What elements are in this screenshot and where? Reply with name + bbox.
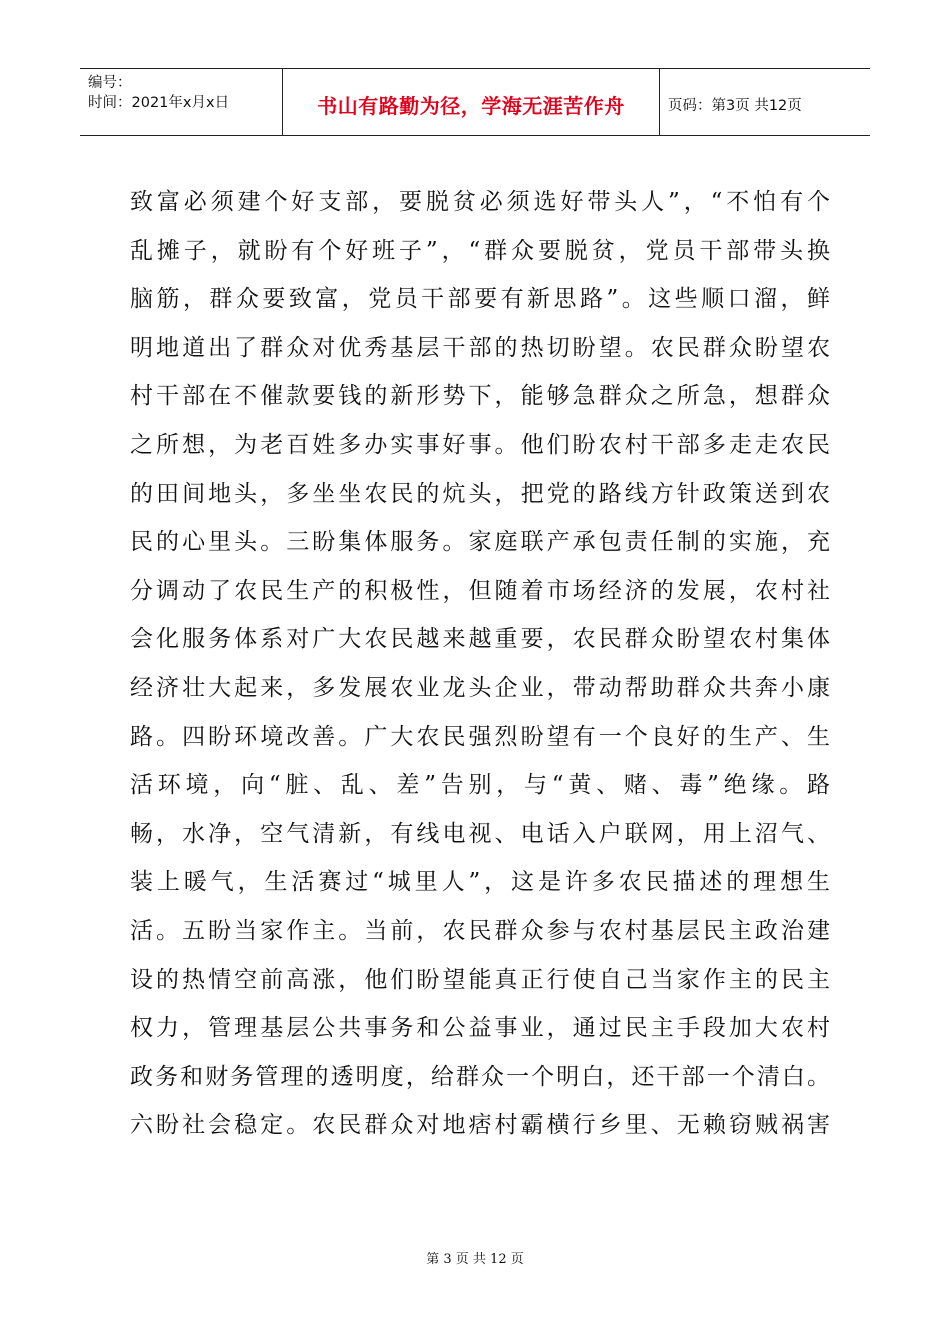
- body-line: 活环境，向“脏、乱、差”告别，与“黄、赌、毒”绝缘。路: [130, 772, 830, 799]
- body-line: 脑筋，群众要致富，党员干部要有新思路”。这些顺口溜，鲜: [130, 286, 830, 313]
- header-meta-cell: [80, 69, 283, 135]
- body-line: 经济壮大起来，多发展农业龙头企业，带动帮助群众共奔小康: [130, 674, 830, 701]
- body-line: 活。五盼当家作主。当前，农民群众参与农村基层民主政治建: [130, 917, 830, 944]
- body-line: 路。四盼环境改善。广大农民强烈盼望有一个良好的生产、生: [130, 723, 830, 750]
- body-line: 之所想，为老百姓多办实事好事。他们盼农村干部多走走农民: [130, 431, 830, 458]
- date-label: 时间：2021年x月x日: [88, 95, 230, 111]
- header-page-info: 页码：第3页 共12页: [668, 97, 802, 114]
- body-line: 六盼社会稳定。农民群众对地痞村霸横行乡里、无赖窃贼祸害: [130, 1112, 830, 1139]
- page-footer: 第 3 页 共 12 页: [426, 1252, 524, 1267]
- document-header: [80, 68, 870, 136]
- header-motto: 书山有路勤为径，学海无涯苦作舟: [283, 69, 660, 135]
- body-line: 致富必须建个好支部，要脱贫必须选好带头人”，“不怕有个: [130, 189, 830, 215]
- body-line: 村干部在不催款要钱的新形势下，能够急群众之所急，想群众: [130, 383, 830, 410]
- body-line: 明地道出了群众对优秀基层干部的热切盼望。农民群众盼望农: [130, 334, 830, 361]
- body-line: 乱摊子，就盼有个好班子”，“群众要脱贫，党员干部带头换: [130, 237, 830, 264]
- body-line: 设的热情空前高涨，他们盼望能真正行使自己当家作主的民主: [130, 966, 830, 993]
- document-body: [130, 178, 830, 1150]
- number-label: 编号：: [88, 75, 132, 91]
- body-line: 会化服务体系对广大农民越来越重要，农民群众盼望农村集体: [130, 626, 830, 653]
- body-line: 政务和财务管理的透明度，给群众一个明白，还干部一个清白。: [130, 1063, 830, 1090]
- body-line: 的田间地头，多坐坐农民的炕头，把党的路线方针政策送到农: [130, 480, 830, 507]
- body-line: 装上暖气，生活赛过“城里人”，这是许多农民描述的理想生: [130, 869, 830, 896]
- body-line: 民的心里头。三盼集体服务。家庭联产承包责任制的实施，充: [130, 529, 830, 556]
- body-line: 权力，管理基层公共事务和公益事业，通过民主手段加大农村: [130, 1015, 830, 1042]
- body-line: 分调动了农民生产的积极性，但随着市场经济的发展，农村社: [130, 577, 830, 604]
- body-line: 畅，水净，空气清新，有线电视、电话入户联网，用上沼气、: [130, 820, 830, 847]
